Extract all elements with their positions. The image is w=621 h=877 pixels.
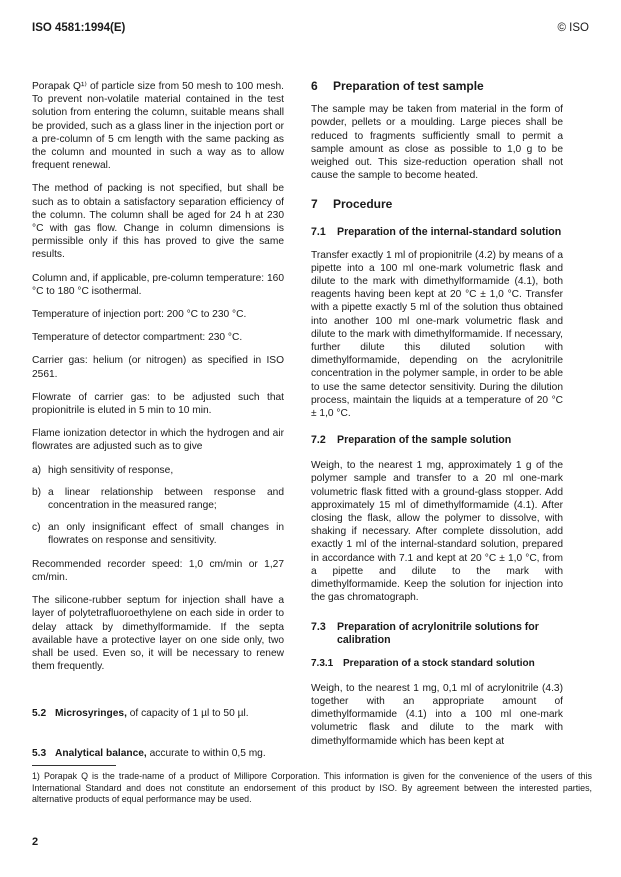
section-title: Preparation of the internal-standard solution [337, 225, 562, 238]
list-item [32, 521, 284, 547]
paragraph-septum: The silicone-rubber septum for injection shall have a layer of polytetrafluoroethylene on each side in order to delay attack by dimethylformamide. If the septa available have a protective layer on one side only, two shall be used. Even so, it will be necessary to renew them frequently. [32, 595, 284, 673]
paragraph-sample-solution: Weigh, to the nearest 1 mg, approximately 1 g of the polymer sample and transfer to a 20 ml one-mark volumetric flask fitted with a ground-glass stopper. Add approximately 15 ml of dimethylformamide (4.1). After closing the flask, allow the polymer to dissolve, with shaking if necessary. After complete dissolution, add exactly 1 ml of the internal-standard solution, prepared in accordance with 7.1 and kept at 20 °C ± 1,0 °C, from a pipette and dilute to the mark with dimethylformamide. Keep the solution for injection into the gas chromatograph. [311, 460, 563, 604]
page-number: 2 [32, 836, 39, 848]
list-text: a linear relationship between response and concentration in the measured range; [48, 486, 284, 512]
paragraph-internal-standard: Transfer exactly 1 ml of propionitrile (4.2) by means of a pipette into a 100 ml one-mark volumetric flask and dilute to the mark with dimethylformamide (4.1), both reagents having been kept at 20 °C ± 1,0 °C. Transfer with a pipette exactly 5 ml of the solution thus obtained into another 100 ml one-mark volumetric flask and dilute to the mark with dimethylformamide. If necessary, further dilute this diluted solution with dimethylformamide, depending on the acrylonitrile concentration in the polymer sample, in order to be able to use the same detector sensitivity. During the dilution process, maintain the liquids at a temperature of 20 °C ± 1,0 °C. [311, 249, 563, 420]
section-number: 7 [311, 197, 318, 212]
paragraph-sample-prep: The sample may be taken from material in the form of powder, pellets or a moulding. Large pieces shall be reduced to fragments sufficiently small to permit a sample amount as close as possible to 1,0 g to be weighed out. This size-reduction operation shall not cause the sample to become heated. [311, 104, 563, 182]
section-title: Preparation of a stock standard solution [343, 657, 535, 669]
section-7-heading [311, 198, 563, 211]
section-7-1-heading [311, 226, 563, 239]
section-5-2 [32, 707, 284, 720]
section-title: Preparation of acrylonitrile solutions for calibration [337, 620, 539, 646]
section-number: 7.1 [311, 225, 326, 238]
section-number: 7.2 [311, 434, 326, 447]
section-text: of capacity of 1 µl to 50 µl. [129, 708, 249, 720]
section-text: accurate to within 0,5 mg. [149, 747, 266, 759]
section-title: Analytical balance, [55, 747, 147, 759]
section-6-heading [311, 80, 563, 93]
paragraph-packing: Porapak Q¹⁾ of particle size from 50 mesh to 100 mesh. To prevent non-volatile material contained in the test solution from entering the column, suitable means shall be provided, such as a glass liner in the injection port or a pre-column of 5 cm length with the same packing as the column and mounted in such a way as to allow frequent renewal. [32, 81, 284, 172]
footnote-divider [32, 765, 116, 766]
section-5-3 [32, 747, 284, 760]
paragraph-detector-temperature: Temperature of detector compartment: 230 °C. [32, 332, 243, 344]
section-number: 7.3 [311, 620, 326, 633]
list-marker: c) [32, 522, 41, 534]
section-title: Procedure [333, 197, 393, 212]
paragraph-flowrate: Flowrate of carrier gas: to be adjusted such that propionitrile is eluted in 5 min to 10 min. [32, 391, 284, 417]
section-number: 5.2 [32, 708, 47, 720]
paragraph-carrier-gas: Carrier gas: helium (or nitrogen) as specified in ISO 2561. [32, 355, 284, 380]
left-column [32, 80, 284, 770]
paragraph-column-temperature: Column and, if applicable, pre-column temperature: 160 °C to 180 °C isothermal. [32, 272, 284, 297]
footnote: 1) Porapak Q is the trade-name of a product of Millipore Corporation. This information is given for the convenience of the users of this International Standard and does not constitute an endorsement of this product by ISO. By agreement between the interested parties, alternative products of equal performance may be used. [32, 771, 592, 804]
paragraph-injection-temperature: Temperature of injection port: 200 °C to 230 °C. [32, 309, 247, 321]
section-7-3-heading [311, 621, 563, 647]
paragraph-recorder-speed: Recommended recorder speed: 1,0 cm/min or 1,27 cm/min. [32, 558, 284, 583]
detector-requirements-list [32, 464, 284, 548]
right-column [311, 80, 563, 758]
section-title: Preparation of test sample [333, 79, 484, 93]
document-id: ISO 4581:1994(E) [32, 22, 126, 34]
publisher-mark: © ISO [557, 22, 589, 34]
list-marker: a) [32, 464, 42, 476]
section-7-3-1-heading [311, 657, 563, 670]
section-number: 7.3.1 [311, 657, 334, 669]
list-item [32, 486, 284, 512]
section-number: 6 [311, 79, 318, 93]
list-text: high sensitivity of response, [48, 464, 174, 476]
section-title: Preparation of the sample solution [337, 434, 512, 447]
list-marker: b) [32, 486, 42, 498]
section-7-2-heading [311, 434, 563, 447]
list-item [32, 464, 284, 477]
section-number: 5.3 [32, 747, 47, 759]
paragraph-detector: Flame ionization detector in which the hydrogen and air flowrates are adjusted such as to give [32, 428, 284, 453]
section-title: Microsyringes, [55, 708, 127, 720]
paragraph-stock-solution: Weigh, to the nearest 1 mg, 0,1 ml of acrylonitrile (4.3) together with an appropriate amount of dimethylformamide (4.1) into a 100 ml one-mark volumetric flask and dilute to the mark with dimethylformamide which has been kept at [311, 682, 563, 747]
list-text: an only insignificant effect of small changes in flowrates on response and sensitivity. [48, 522, 284, 547]
paragraph-method: The method of packing is not specified, but shall be such as to obtain a satisfactory separation efficiency of the column. The column shall be aged for 24 h at 230 °C with gas flow. Change in column dimensions is permissible only if this has proved to give the same results. [32, 183, 284, 261]
